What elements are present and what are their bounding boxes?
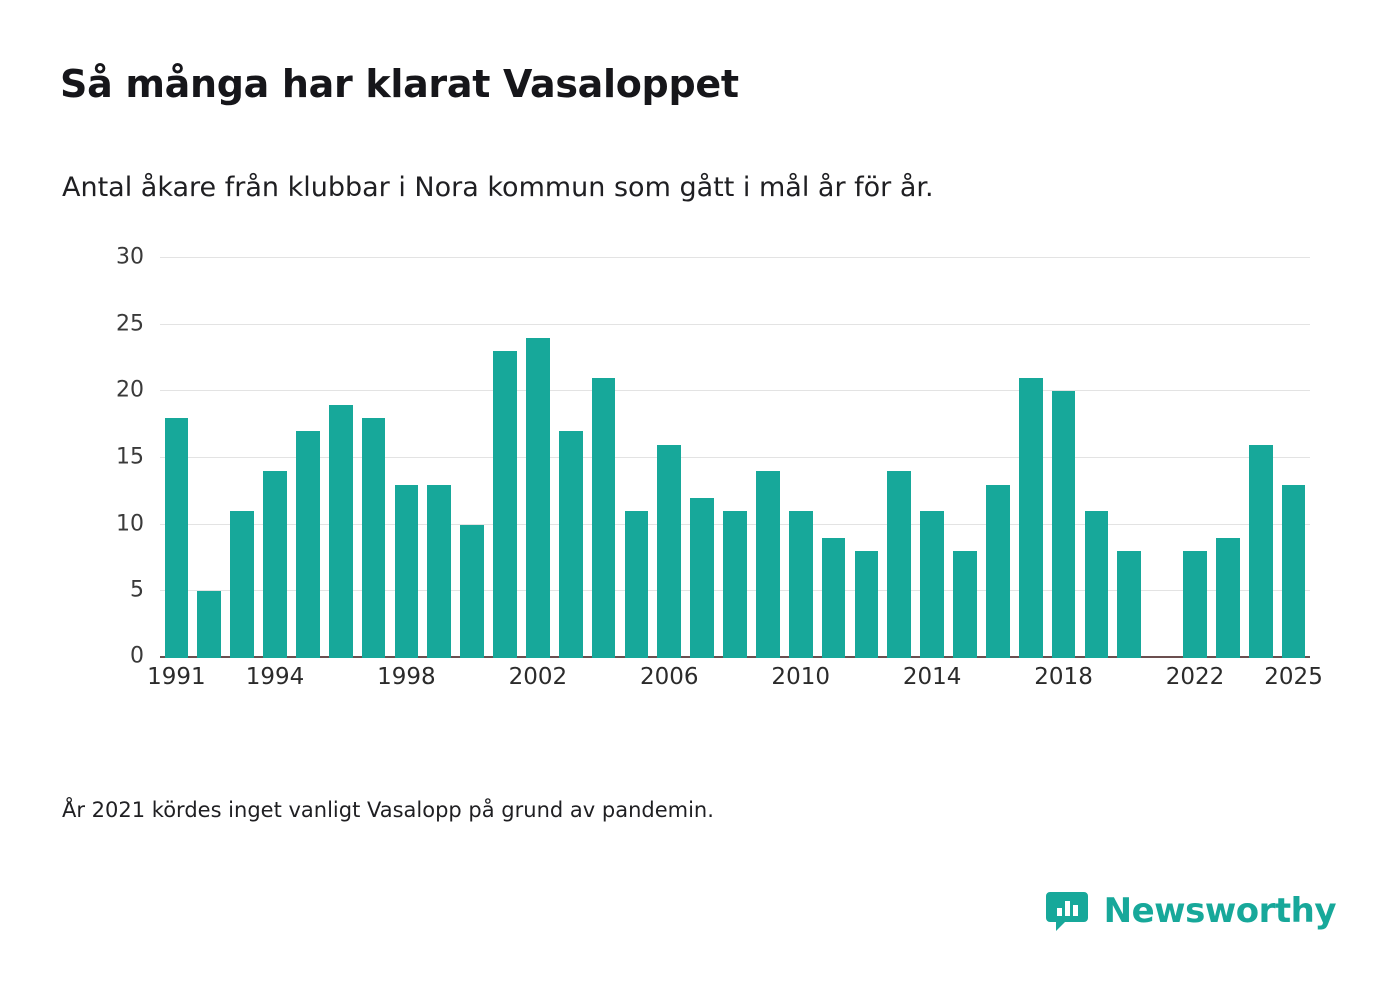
page-title: Så många har klarat Vasaloppet: [60, 62, 739, 106]
bar[interactable]: [296, 431, 320, 658]
bar[interactable]: [986, 485, 1010, 658]
bar[interactable]: [362, 418, 386, 658]
x-axis-tick-label: 1994: [245, 664, 305, 690]
bar-chart-bubble-icon: [1044, 888, 1090, 934]
x-axis-tick-label: 2010: [771, 664, 830, 690]
bar[interactable]: [657, 445, 681, 658]
bar[interactable]: [395, 485, 419, 658]
x-axis-tick-label: 2025: [1264, 664, 1323, 690]
bar[interactable]: [263, 471, 287, 658]
bar[interactable]: [329, 405, 353, 658]
x-axis-tick-label: 1998: [377, 664, 436, 690]
y-axis-tick-label: 30: [116, 244, 144, 270]
bar[interactable]: [723, 511, 747, 658]
bar[interactable]: [690, 498, 714, 658]
x-axis-tick-label: 2022: [1165, 664, 1225, 690]
bar[interactable]: [230, 511, 254, 658]
bar[interactable]: [1019, 378, 1043, 658]
bar[interactable]: [1085, 511, 1109, 658]
bar-chart: [60, 240, 1323, 700]
y-axis-tick-label: 0: [130, 643, 144, 669]
x-axis-tick-label: 2014: [902, 664, 962, 690]
x-axis-labels: [147, 664, 1323, 698]
bar[interactable]: [460, 525, 484, 658]
bar[interactable]: [953, 551, 977, 658]
bar[interactable]: [1282, 485, 1306, 658]
y-axis-tick-label: 20: [116, 377, 144, 403]
plot-area: [116, 244, 1323, 690]
bar[interactable]: [920, 511, 944, 658]
y-axis-tick-label: 5: [130, 577, 144, 603]
bar[interactable]: [559, 431, 583, 658]
bar[interactable]: [1216, 538, 1240, 658]
bar[interactable]: [789, 511, 813, 658]
page-subtitle: Antal åkare från klubbar i Nora kommun som gått i mål år för år.: [62, 172, 934, 203]
bar[interactable]: [822, 538, 846, 658]
bar[interactable]: [887, 471, 911, 658]
x-axis-tick-label: 2018: [1034, 664, 1093, 690]
y-axis-tick-label: 10: [116, 511, 144, 537]
bar[interactable]: [1052, 391, 1076, 658]
brand-name: Newsworthy: [1103, 891, 1336, 931]
y-axis-tick-label: 25: [116, 311, 144, 337]
bar[interactable]: [1249, 445, 1273, 658]
chart-footnote: År 2021 kördes inget vanligt Vasalopp på grund av pandemin.: [62, 798, 714, 822]
brand-logo: [1044, 888, 1336, 934]
bar[interactable]: [592, 378, 616, 658]
bar[interactable]: [855, 551, 879, 658]
y-axis-tick-label: 15: [116, 444, 144, 470]
bars-group: [160, 258, 1310, 658]
x-axis-tick-label: 1991: [147, 664, 206, 690]
bar[interactable]: [1117, 551, 1141, 658]
bar[interactable]: [625, 511, 649, 658]
bar[interactable]: [197, 591, 221, 658]
bar[interactable]: [165, 418, 189, 658]
bar[interactable]: [427, 485, 451, 658]
bar[interactable]: [1183, 551, 1207, 658]
x-axis-tick-label: 2002: [508, 664, 568, 690]
bar[interactable]: [526, 338, 550, 658]
bar[interactable]: [493, 351, 517, 658]
x-axis-tick-label: 2006: [640, 664, 699, 690]
bar[interactable]: [756, 471, 780, 658]
